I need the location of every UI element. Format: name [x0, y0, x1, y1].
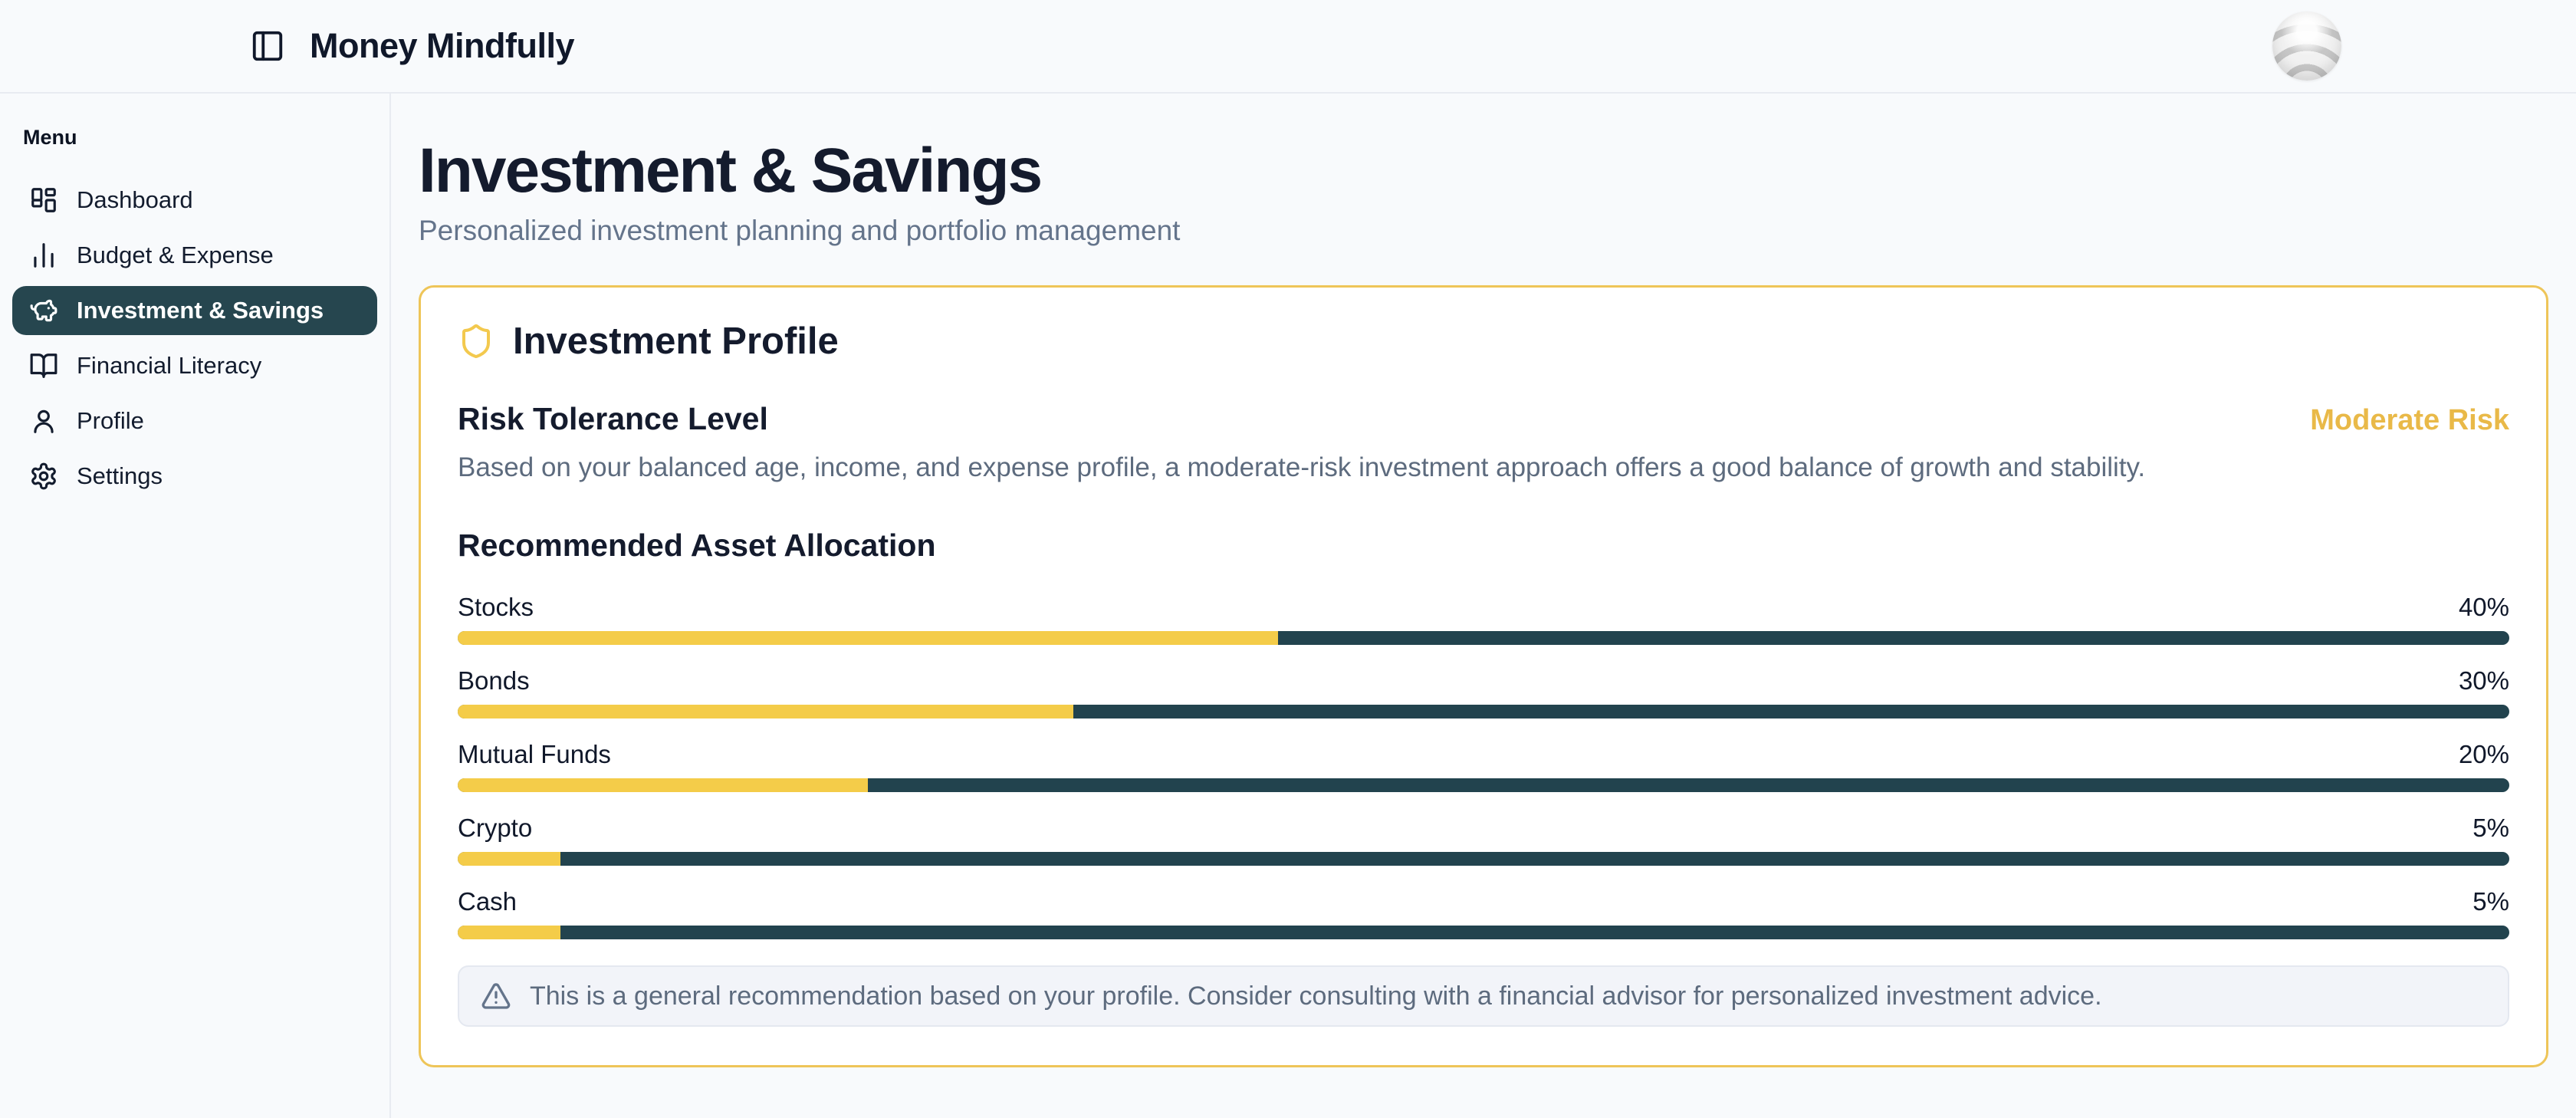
allocation-label: Cash: [458, 887, 518, 916]
bar-chart-icon: [29, 241, 58, 270]
allocation-row-mutual-funds: [458, 740, 2509, 792]
sidebar-item-dashboard[interactable]: [12, 176, 377, 225]
sidebar-item-budget-expense[interactable]: [12, 231, 377, 280]
sidebar-item-label: Profile: [77, 407, 144, 434]
sidebar-section-label: Menu: [23, 126, 77, 149]
allocation-bar: [458, 852, 2509, 866]
gear-icon: [29, 462, 58, 491]
allocation-label: Crypto: [458, 814, 533, 842]
investment-profile-card: [419, 285, 2548, 1067]
allocation-bar: [458, 631, 2509, 645]
allocation-bar-fill: [458, 852, 560, 866]
card-title: Investment Profile: [513, 321, 839, 362]
main-content: [391, 94, 2576, 1118]
allocation-bar-fill: [458, 631, 1278, 645]
allocation-bar-fill: [458, 778, 868, 792]
shield-icon: [458, 323, 495, 360]
allocation-label: Bonds: [458, 666, 530, 695]
allocation-heading: Recommended Asset Allocation: [458, 528, 936, 563]
sidebar: [0, 94, 391, 1118]
allocation-percent: 5%: [2472, 887, 2509, 916]
sidebar-item-settings[interactable]: [12, 452, 377, 501]
sidebar-item-label: Dashboard: [77, 186, 193, 213]
sidebar-item-investment-savings[interactable]: [12, 286, 377, 335]
allocation-row-stocks: [458, 593, 2509, 645]
risk-description: Based on your balanced age, income, and expense profile, a moderate-risk investment approach offers a good balance of growth and stability.: [458, 452, 2146, 482]
sidebar-item-label: Financial Literacy: [77, 352, 262, 379]
allocation-row-bonds: [458, 666, 2509, 718]
layout-dashboard-icon: [29, 186, 58, 215]
sidebar-toggle-button[interactable]: [250, 28, 285, 64]
sidebar-item-profile[interactable]: [12, 396, 377, 446]
sidebar-item-label: Investment & Savings: [77, 297, 324, 324]
app-header: [0, 0, 2576, 94]
avatar[interactable]: [2272, 12, 2341, 81]
sidebar-item-financial-literacy[interactable]: [12, 341, 377, 390]
allocation-row-crypto: [458, 814, 2509, 866]
allocation-percent: 5%: [2472, 814, 2509, 842]
panel-left-icon: [250, 28, 285, 64]
allocation-bar: [458, 778, 2509, 792]
sidebar-item-label: Budget & Expense: [77, 242, 274, 268]
advisory-note: [458, 965, 2509, 1027]
book-open-icon: [29, 351, 58, 380]
app-title: Money Mindfully: [310, 26, 574, 65]
piggy-bank-icon: [29, 296, 58, 325]
sidebar-nav: [12, 176, 377, 501]
risk-tolerance-label: Risk Tolerance Level: [458, 401, 768, 436]
allocation-bar-fill: [458, 705, 1073, 718]
risk-level-badge: Moderate Risk: [2310, 404, 2509, 436]
user-icon: [29, 406, 58, 436]
allocation-bar-fill: [458, 926, 560, 939]
allocation-bar: [458, 705, 2509, 718]
warning-triangle-icon: [481, 981, 511, 1011]
allocation-percent: 30%: [2458, 666, 2509, 695]
allocation-label: Mutual Funds: [458, 740, 611, 768]
page-title: Investment & Savings: [419, 136, 1042, 206]
page-subtitle: Personalized investment planning and portfolio management: [419, 215, 1181, 246]
sidebar-item-label: Settings: [77, 462, 163, 489]
allocation-percent: 20%: [2458, 740, 2509, 768]
advisory-note-text: This is a general recommendation based on your profile. Consider consulting with a financial advisor for personalized investment advice.: [530, 981, 2102, 1011]
allocation-row-cash: [458, 887, 2509, 939]
allocation-label: Stocks: [458, 593, 534, 621]
allocation-bar: [458, 926, 2509, 939]
allocation-percent: 40%: [2458, 593, 2509, 621]
